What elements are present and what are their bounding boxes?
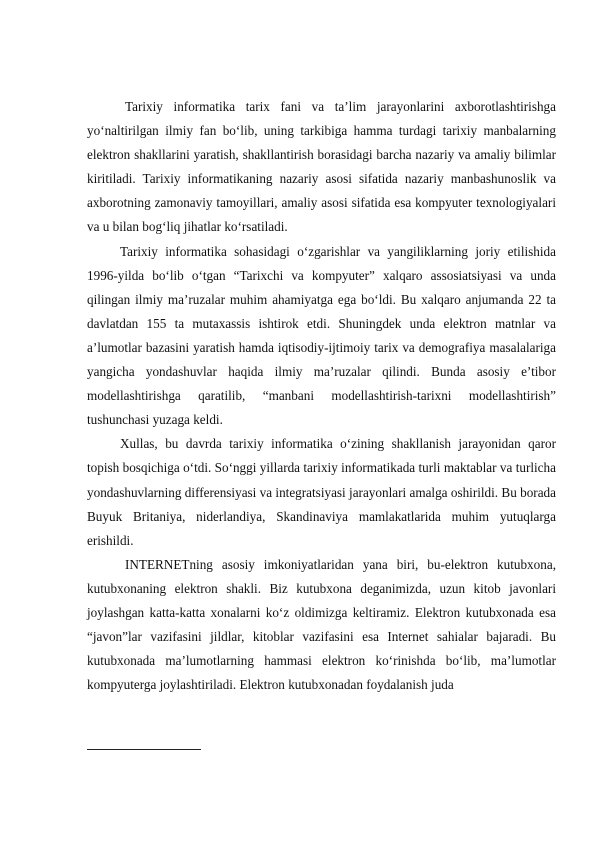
footnote-separator: [87, 749, 201, 750]
paragraph-tarixiy-informatika-changes: Tarixiy informatika sohasidagi o‘zgarishlar va yangiliklarning joriy etilishida 1996-yilda bo‘lib o‘tgan “Tarixchi va kompyuter” xalqaro assosiatsiyasi va unda qilingan ilmiy ma’ruzalar muhim ahamiyatga ega bo‘ldi. Bu xalqaro anjumanda 22 ta davlatdan 155 ta mutaxassis ishtirok etdi. Shuningdek unda elektron matnlar va a’lumotlar bazasini yaratish hamda iqtisodiy-ijtimoiy tarix va demografiya masalalariga yangicha yondashuvlar haqida ilmiy ma’ruzalar qilindi. Bunda asosiy e’tibor modellashtirishga qaratilib, “manbani modellashtirish-tarixni modellashtirish” tushunchasi yuzaga keldi.: [87, 243, 556, 428]
paragraph-tarixiy-informatika-definition: Tarixiy informatika tarix fani va ta’lim jarayonlarini axborotlashtirishga yo‘naltirilgan ilmiy fan bo‘lib, uning tarkibiga hamma turdagi tarixiy manbalarning elektron shakllarini yaratish, shakllantirish borasidagi barcha nazariy va amaliy bilimlar kiritiladi. Tarixiy informatikaning nazariy asosi sifatida nazariy manbashunoslik va axborotning zamonaviy tamoyillari, amaliy asosi sifatida esa kompyuter texnologiyalari va u bilan bog‘liq jihatlar ko‘rsatiladi.: [87, 99, 556, 235]
paragraph-xullas: Xullas, bu davrda tarixiy informatika o‘zining shakllanish jarayonidan qaror topish bosqichiga o‘tdi. So‘nggi yillarda tarixiy informatikada turli maktablar va turlicha yondashuvlarning differensiyasi va integratsiyasi jarayonlari amalga oshirildi. Bu borada Buyuk Britaniya, niderlandiya, Skandinaviya mamlakatlarida muhim yutuqlarga erishildi.: [87, 436, 556, 548]
document-body: [87, 95, 556, 697]
paragraph-internet-library: INTERNETning asosiy imkoniyatlaridan yana biri, bu-elektron kutubxona, kutubxonaning elektron shakli. Biz kutubxona deganimizda, uzun kitob javonlari joylashgan katta-katta xonalarni ko‘z oldimizga keltiramiz. Elektron kutubxonada esa “javon”lar vazifasini jildlar, kitoblar vazifasini esa Internet sahialar bajaradi. Bu kutubxonada ma’lumotlarning hammasi elektron ko‘rinishda bo‘lib, ma’lumotlar kompyuterga joylashtiriladi. Elektron kutubxonadan foydalanish juda: [87, 556, 556, 693]
